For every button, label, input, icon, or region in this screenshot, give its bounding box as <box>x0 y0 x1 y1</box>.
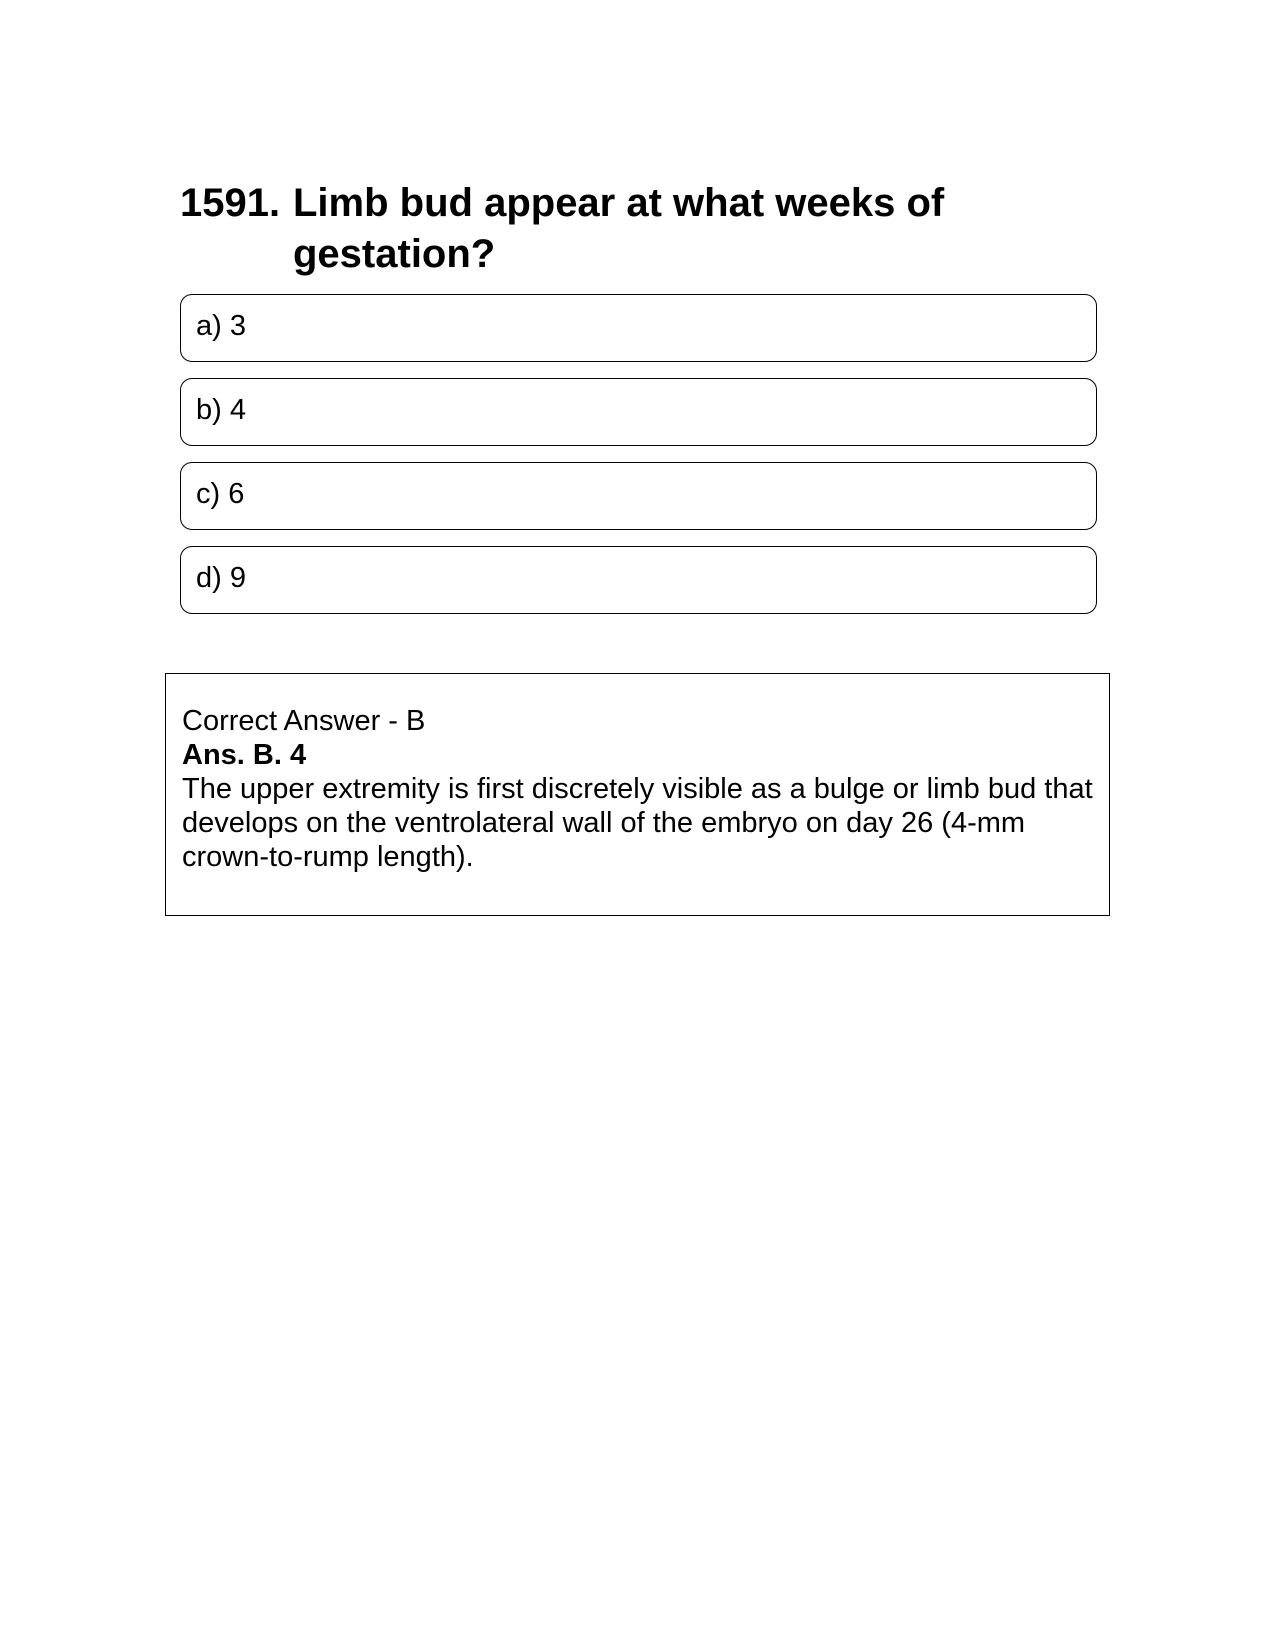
option-d[interactable]: d) 9 <box>180 546 1097 614</box>
correct-answer-line: Correct Answer - B <box>182 705 426 737</box>
answer-heading: Ans. B. 4 <box>182 739 307 771</box>
answer-explanation: The upper extremity is first discretely visible as a bulge or limb bud that develops on the ventrolateral wall of the embryo on day 26 (4-mm crown-to-rump length). <box>182 773 1093 873</box>
question-heading <box>180 178 1080 280</box>
question-number: 1591. <box>180 181 281 225</box>
option-a[interactable]: a) 3 <box>180 294 1097 362</box>
option-b[interactable]: b) 4 <box>180 378 1097 446</box>
answer-box <box>165 673 1110 916</box>
question-text: Limb bud appear at what weeks of gestation? <box>293 181 945 276</box>
options-list <box>180 294 1097 630</box>
option-c[interactable]: c) 6 <box>180 462 1097 530</box>
